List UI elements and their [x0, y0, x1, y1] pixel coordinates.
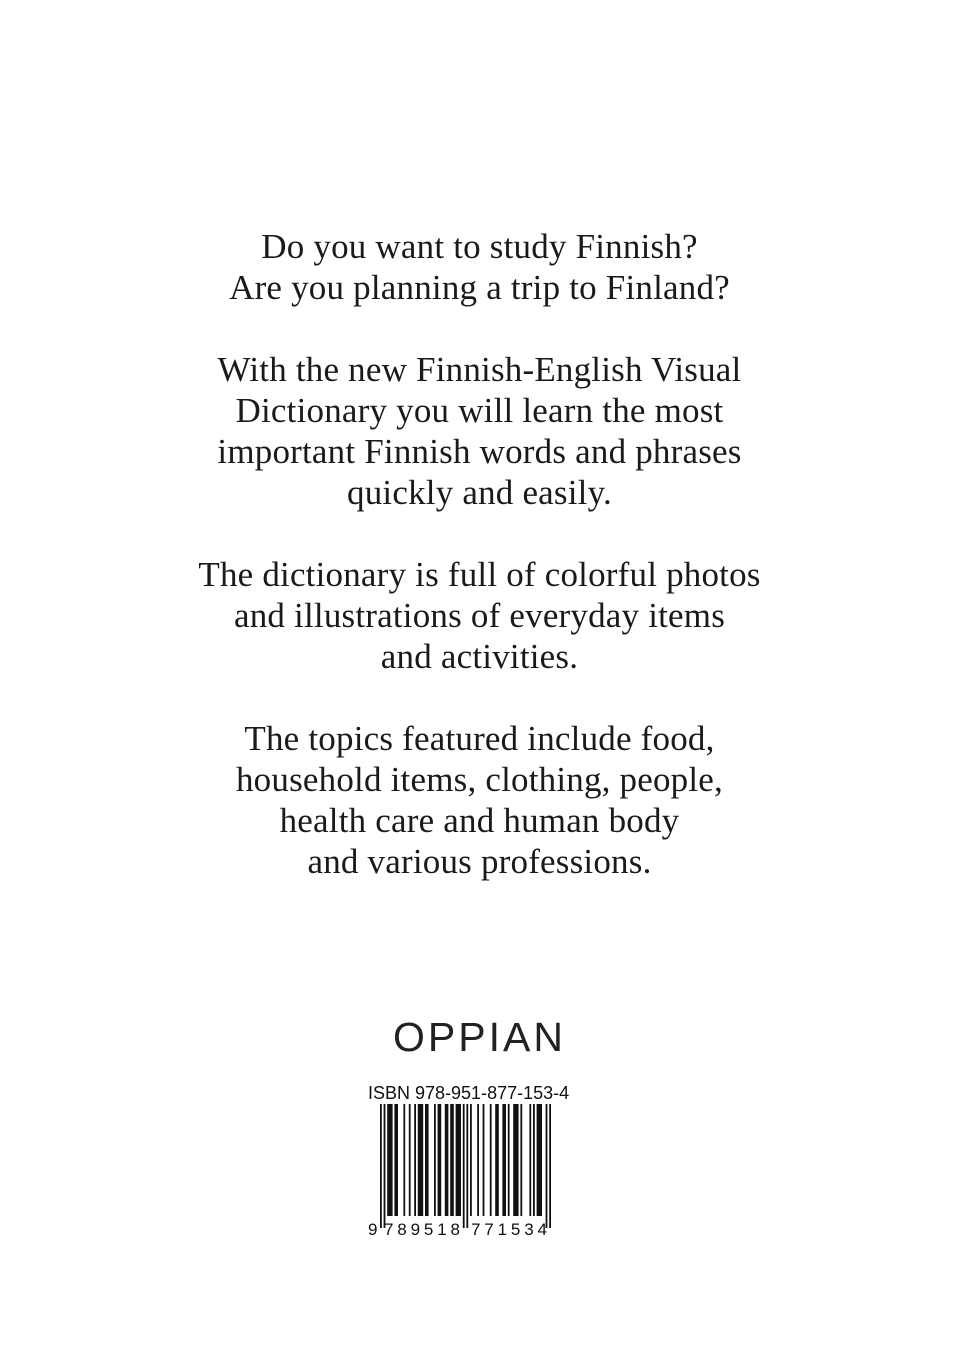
- blurb-line: health care and human body: [279, 801, 680, 840]
- barcode-bar: [495, 1104, 499, 1216]
- back-cover-blurb: [0, 226, 959, 923]
- barcode-bar: [477, 1104, 479, 1216]
- barcode-digits-left: 789518: [384, 1220, 460, 1239]
- barcode-bar: [418, 1104, 423, 1216]
- blurb-paragraph: [0, 226, 959, 308]
- publisher-logo: OPPIAN: [393, 1014, 566, 1060]
- blurb-line: and activities.: [380, 637, 579, 676]
- barcode-bar: [445, 1104, 449, 1216]
- barcode-bar: [502, 1104, 506, 1216]
- barcode-digits-right: 771534: [471, 1220, 547, 1239]
- barcode-bar: [470, 1104, 472, 1216]
- blurb-line: The dictionary is full of colorful photos: [198, 555, 761, 594]
- blurb-line: and illustrations of everyday items: [233, 596, 726, 635]
- blurb-line: Are you planning a trip to Finland?: [229, 268, 730, 307]
- blurb-line: quickly and easily.: [347, 473, 612, 512]
- blurb-paragraph: [0, 349, 959, 513]
- blurb-paragraph: [0, 554, 959, 677]
- isbn-label: ISBN 978-951-877-153-4: [368, 1083, 570, 1103]
- barcode-lead-digit: 9: [368, 1220, 378, 1239]
- blurb-line: Dictionary you will learn the most: [235, 391, 724, 430]
- blurb-line: and various professions.: [307, 842, 652, 881]
- blurb-line: Do you want to study Finnish?: [261, 227, 698, 266]
- barcode-bar: [425, 1104, 429, 1216]
- barcode-bar: [466, 1104, 468, 1228]
- isbn-barcode: [366, 1104, 558, 1240]
- barcode-bar: [434, 1104, 436, 1216]
- barcode-bar: [483, 1104, 485, 1216]
- barcode-bar: [438, 1104, 442, 1216]
- barcode-bar: [508, 1104, 510, 1216]
- blurb-line: With the new Finnish-English Visual: [217, 350, 742, 389]
- barcode-bar: [490, 1104, 492, 1216]
- barcode-bar: [546, 1104, 548, 1228]
- barcode-bar: [394, 1104, 398, 1216]
- barcode-bar: [533, 1104, 535, 1216]
- barcode-bar: [529, 1104, 531, 1216]
- barcode-bar: [409, 1104, 411, 1216]
- barcode-bar: [520, 1104, 522, 1216]
- barcode-bar: [387, 1104, 392, 1216]
- barcode-bar: [537, 1104, 542, 1216]
- blurb-line: The topics featured include food,: [244, 719, 715, 758]
- barcode-bar: [380, 1104, 382, 1228]
- blurb-paragraph: [0, 718, 959, 882]
- barcode-bar: [463, 1104, 465, 1228]
- barcode-bar: [456, 1104, 461, 1216]
- barcode-bar: [450, 1104, 454, 1216]
- barcode-bar: [549, 1104, 551, 1228]
- blurb-line: household items, clothing, people,: [235, 760, 723, 799]
- barcode-bar: [403, 1104, 405, 1216]
- barcode-bar: [384, 1104, 386, 1228]
- barcode-bar: [513, 1104, 518, 1216]
- barcode-bars: [380, 1104, 551, 1228]
- barcode-bar: [414, 1104, 416, 1216]
- blurb-line: important Finnish words and phrases: [217, 432, 742, 471]
